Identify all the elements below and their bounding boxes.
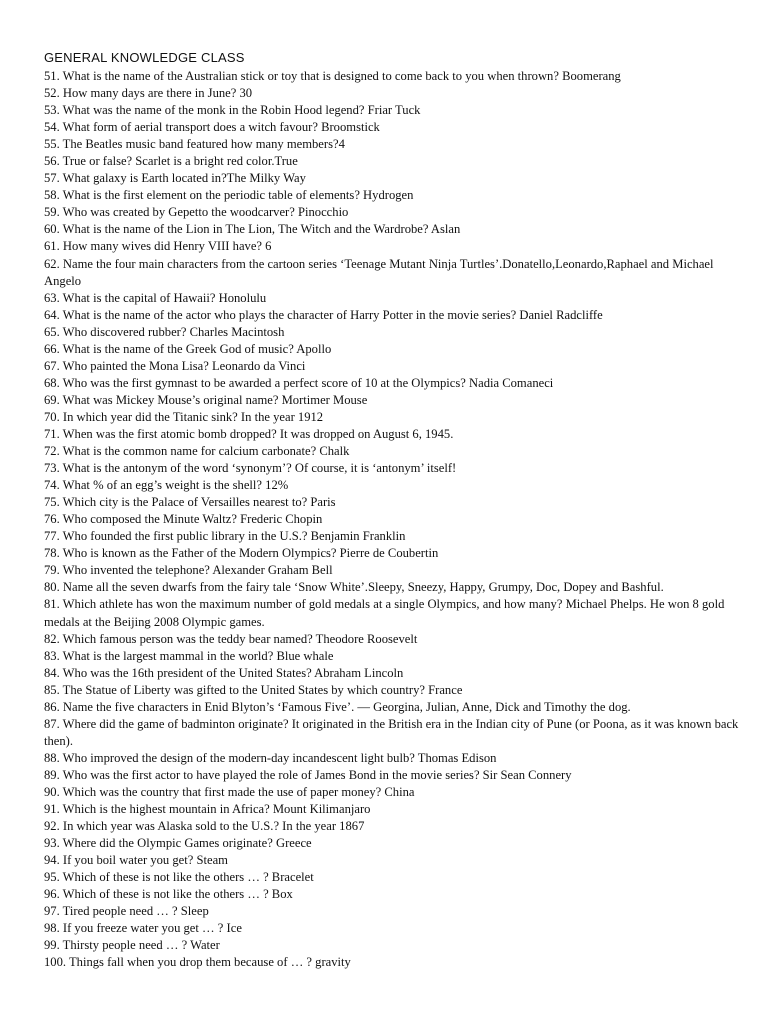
question-line: 88. Who improved the design of the modern-day incandescent light bulb? Thomas Edison: [44, 750, 497, 765]
question-line: 96. Which of these is not like the others … ? Box: [44, 887, 293, 902]
question-line: 67. Who painted the Mona Lisa? Leonardo da Vinci: [44, 358, 306, 373]
question-line: 80. Name all the seven dwarfs from the fairy tale ‘Snow White’.Sleepy, Sneezy, Happy, Grumpy, Doc, Dopey and Bashful.: [44, 580, 664, 595]
question-line: 69. What was Mickey Mouse’s original name? Mortimer Mouse: [44, 392, 368, 407]
question-line: 99. Thirsty people need … ? Water: [44, 938, 220, 953]
question-line: 54. What form of aerial transport does a witch favour? Broomstick: [44, 120, 380, 135]
question-line: 94. If you boil water you get? Steam: [44, 853, 228, 868]
question-line: 51. What is the name of the Australian stick or toy that is designed to come back to you when thrown? Boomerang: [44, 69, 621, 83]
question-line: 77. Who founded the first public library in the U.S.? Benjamin Franklin: [44, 529, 406, 544]
question-line: 98. If you freeze water you get … ? Ice: [44, 921, 242, 936]
question-line: 86. Name the five characters in Enid Blyton’s ‘Famous Five’. — Georgina, Julian, Anne, Dick and Timothy the dog.: [44, 699, 631, 714]
question-line: 90. Which was the country that first made the use of paper money? China: [44, 784, 415, 799]
question-line: 89. Who was the first actor to have played the role of James Bond in the movie series? Sir Sean Connery: [44, 767, 572, 782]
document-page: [44, 50, 744, 971]
question-line: 60. What is the name of the Lion in The Lion, The Witch and the Wardrobe? Aslan: [44, 222, 461, 237]
question-line: 62. Name the four main characters from the cartoon series ‘Teenage Mutant Ninja Turtles’.Donatello,Leonardo,Raphael and Michael Angelo: [44, 256, 714, 288]
question-line: 97. Tired people need … ? Sleep: [44, 904, 209, 919]
question-line: 93. Where did the Olympic Games originate? Greece: [44, 836, 312, 851]
question-line: 58. What is the first element on the periodic table of elements? Hydrogen: [44, 188, 414, 203]
question-line: 91. Which is the highest mountain in Africa? Mount Kilimanjaro: [44, 802, 371, 817]
question-line: 74. What % of an egg’s weight is the shell? 12%: [44, 478, 289, 493]
question-line: 84. Who was the 16th president of the United States? Abraham Lincoln: [44, 665, 404, 680]
question-line: 72. What is the common name for calcium carbonate? Chalk: [44, 444, 350, 459]
question-line: 100. Things fall when you drop them because of … ? gravity: [44, 955, 351, 970]
document-title: GENERAL KNOWLEDGE CLASS: [44, 50, 245, 65]
question-line: 57. What galaxy is Earth located in?The Milky Way: [44, 171, 306, 186]
question-line: 64. What is the name of the actor who plays the character of Harry Potter in the movie series? Daniel Radcliffe: [44, 307, 603, 322]
question-list: [44, 68, 744, 971]
question-line: 52. How many days are there in June? 30: [44, 86, 253, 101]
question-line: 63. What is the capital of Hawaii? Honolulu: [44, 290, 267, 305]
question-line: 59. Who was created by Gepetto the woodcarver? Pinocchio: [44, 205, 349, 220]
question-line: 70. In which year did the Titanic sink? In the year 1912: [44, 409, 324, 424]
question-line: 81. Which athlete has won the maximum number of gold medals at a single Olympics, and how many? Michael Phelps. He won 8 gold medals at the Beijing 2008 Olympic games.: [44, 597, 725, 629]
question-line: 82. Which famous person was the teddy bear named? Theodore Roosevelt: [44, 631, 418, 646]
question-line: 76. Who composed the Minute Waltz? Frederic Chopin: [44, 512, 323, 527]
question-line: 55. The Beatles music band featured how many members?4: [44, 137, 345, 152]
question-line: 78. Who is known as the Father of the Modern Olympics? Pierre de Coubertin: [44, 546, 439, 561]
question-line: 65. Who discovered rubber? Charles Macintosh: [44, 324, 285, 339]
question-line: 75. Which city is the Palace of Versailles nearest to? Paris: [44, 495, 336, 510]
question-line: 68. Who was the first gymnast to be awarded a perfect score of 10 at the Olympics? Nadia Comaneci: [44, 375, 554, 390]
question-line: 71. When was the first atomic bomb dropped? It was dropped on August 6, 1945.: [44, 426, 454, 441]
question-line: 66. What is the name of the Greek God of music? Apollo: [44, 341, 332, 356]
question-line: 61. How many wives did Henry VIII have? 6: [44, 239, 272, 254]
question-line: 53. What was the name of the monk in the Robin Hood legend? Friar Tuck: [44, 103, 421, 118]
question-line: 83. What is the largest mammal in the world? Blue whale: [44, 648, 334, 663]
question-line: 79. Who invented the telephone? Alexander Graham Bell: [44, 563, 333, 578]
question-line: 92. In which year was Alaska sold to the U.S.? In the year 1867: [44, 819, 365, 834]
question-line: 87. Where did the game of badminton originate? It originated in the British era in the Indian city of Pune (or Poona, as it was known back then).: [44, 716, 739, 748]
question-line: 85. The Statue of Liberty was gifted to the United States by which country? France: [44, 682, 463, 697]
question-line: 56. True or false? Scarlet is a bright red color.True: [44, 154, 298, 169]
question-line: 73. What is the antonym of the word ‘synonym’? Of course, it is ‘antonym’ itself!: [44, 461, 457, 476]
question-line: 95. Which of these is not like the others … ? Bracelet: [44, 870, 314, 885]
